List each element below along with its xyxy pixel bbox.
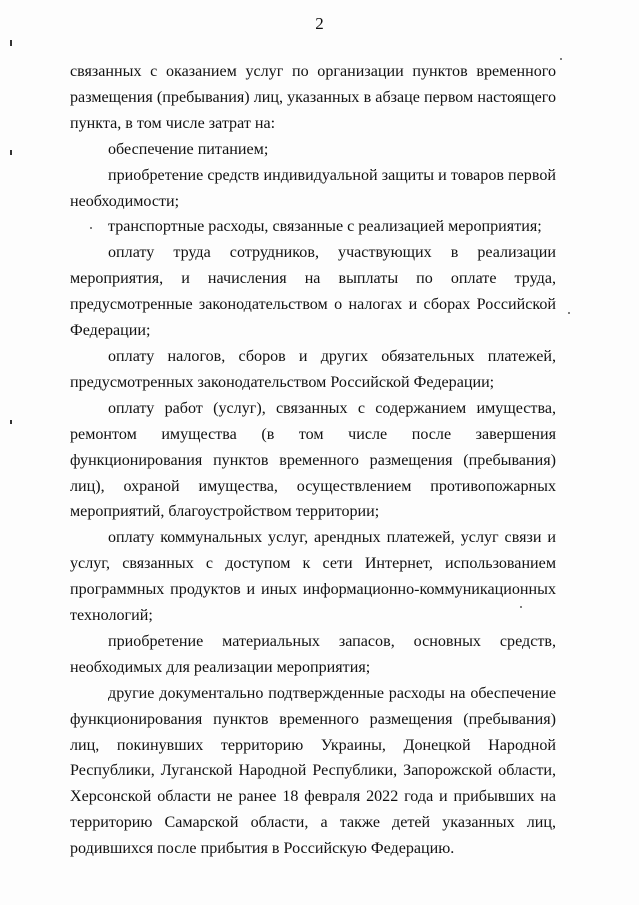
scan-speck (568, 312, 570, 314)
document-body (70, 59, 556, 862)
scan-margin-mark (10, 420, 12, 424)
paragraph: приобретение материальных запасов, основных средств, необходимых для реализации мероприятия; (70, 632, 556, 676)
scan-speck (560, 58, 562, 60)
paragraph: оплату коммунальных услуг, арендных платежей, услуг связи и услуг, связанных с доступом к сети Интернет, использованием программных продуктов и иных информационно-коммуникационных технологий; (70, 529, 556, 625)
paragraph: оплату налогов, сборов и других обязательных платежей, предусмотренных законодательством Российской Федерации; (70, 347, 556, 391)
paragraph: оплату труда сотрудников, участвующих в реализации мероприятия, и начисления на выплаты по оплате труда, предусмотренные законодательством о налогах и сборах Российской Федерации; (70, 244, 556, 340)
page-number: 2 (315, 14, 324, 33)
paragraph: транспортные расходы, связанные с реализацией мероприятия; (108, 218, 542, 236)
scan-margin-mark (10, 40, 12, 46)
paragraph: другие документально подтвержденные расходы на обеспечение функционирования пунктов временного размещения (пребывания) лиц, покинувших территорию Украины, Донецкой Народной Республики, Луганской Народной Республики, Запорожской области, Херсонской области не ранее 18 февраля 2022 года и прибывших на территорию Самарской области, а также детей указанных лиц, родившихся после прибытия в Российскую Федерацию. (70, 684, 556, 858)
paragraph: приобретение средств индивидуальной защиты и товаров первой необходимости; (70, 166, 556, 210)
paragraph: связанных с оказанием услуг по организации пунктов временного размещения (пребывания) лиц, указанных в абзаце первом настоящего пункта, в том числе затрат на: (70, 63, 556, 132)
paragraph: обеспечение питанием; (108, 140, 269, 158)
scan-margin-mark (10, 150, 12, 155)
paragraph: оплату работ (услуг), связанных с содержанием имущества, ремонтом имущества (в том числе после завершения функционирования пунктов временного размещения (пребывания) лиц), охраной имущества, осуществлением противопожарных мероприятий, благоустройством территории; (70, 399, 556, 521)
